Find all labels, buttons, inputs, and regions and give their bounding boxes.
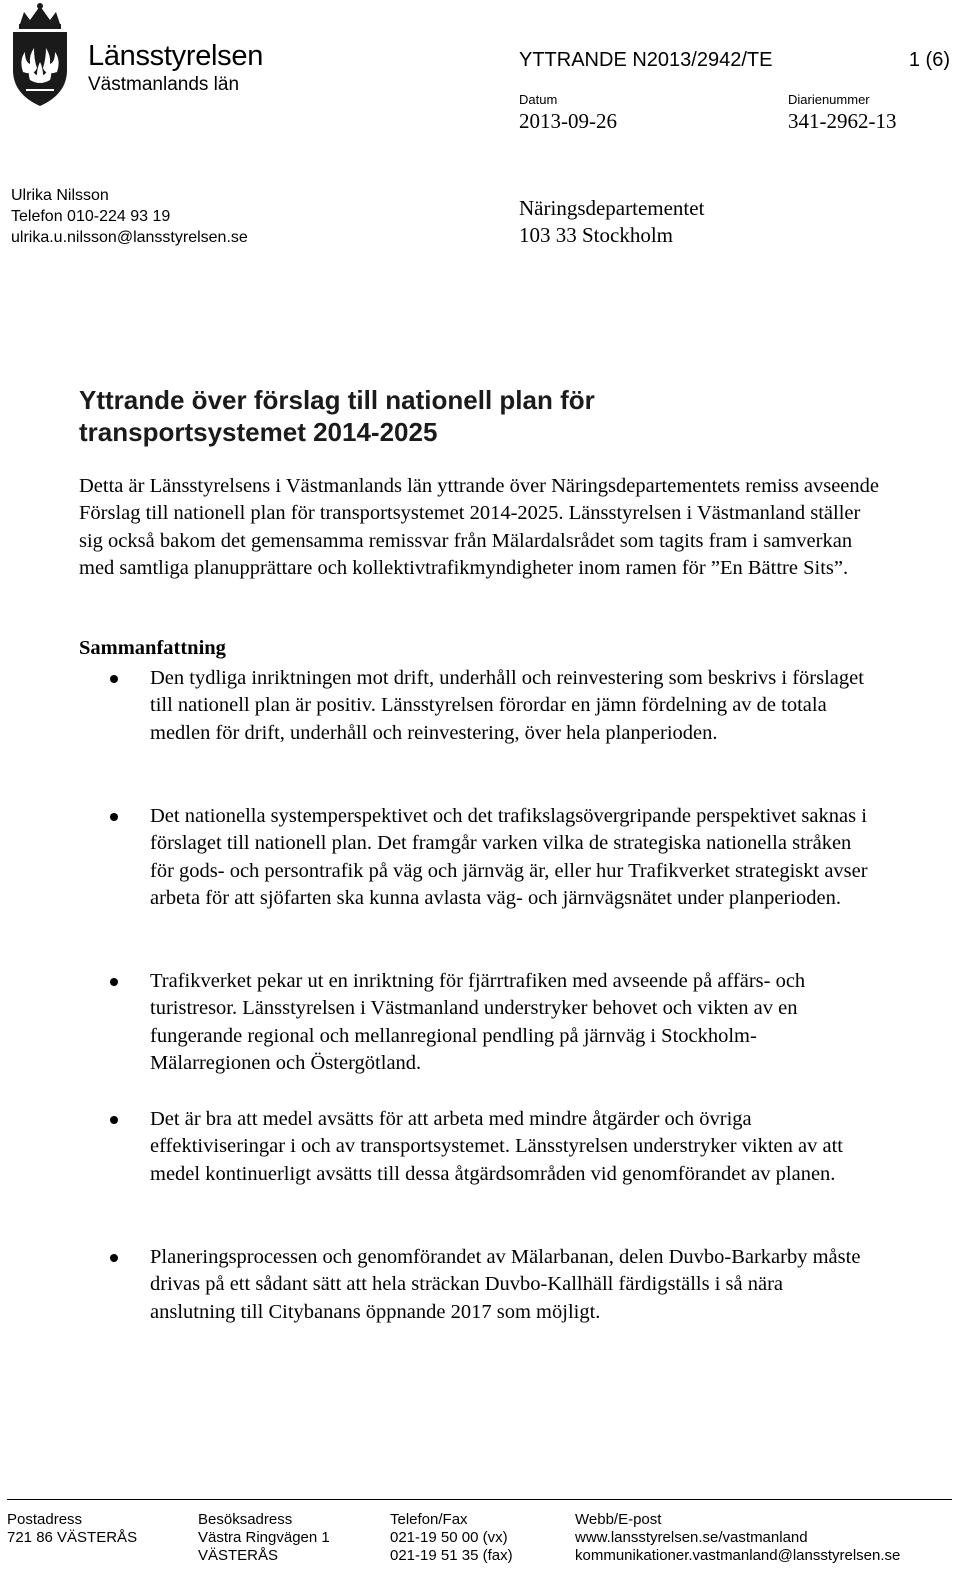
footer-web-link[interactable]: www.lansstyrelsen.se/vastmanland [575, 1529, 808, 1546]
intro-paragraph: Detta är Länsstyrelsens i Västmanlands län yttrande över Näringsdepartementets remiss avseende Förslag till nationell plan för transportsystemet 2014-2025. Länsstyrelsen i Västmanland ställer sig också bakom det gemensamma remissvar från Mälardalsrådet som tagits fram i samverkan med samtliga planupprättare och kollektivtrafikmyndigheter inom ramen för ”En Bättre Sits”. [79, 475, 880, 579]
reference-label: Diarienummer [788, 92, 870, 107]
bullet-text: Det nationella systemperspektivet och det trafikslagsövergripande perspektivet saknas i förslaget till nationell plan. Det framgår varken vilka de strategiska nationella stråken för gods- och persontrafik på väg och järnväg är, eller hur Trafikverket strategiskt avser arbeta för att sjöfarten ska kunna avlasta väg- och järnvägsnätet under planperioden. [150, 805, 868, 909]
recipient-address: 103 33 Stockholm [519, 223, 674, 247]
document-type: YTTRANDE N2013/2942/TE [519, 49, 773, 71]
footer-visit-line1: Västra Ringvägen 1 [198, 1529, 330, 1546]
footer-phone-line1: 021-19 50 00 (vx) [390, 1529, 508, 1546]
footer-postal [7, 1511, 137, 1547]
title-line-2: transportsystemet 2014-2025 [79, 417, 438, 447]
footer-web [575, 1511, 900, 1565]
sender-name: Ulrika Nilsson [11, 187, 109, 204]
bullet-icon [110, 813, 118, 821]
bullet-text: Det är bra att medel avsätts för att arbeta med mindre åtgärder och övriga effektiviseringar i och av transportsystemet. Länsstyrelsen understryker vikten av att medel kontinuerligt avsätts till dessa åtgärdsområden vid genomförandet av planen. [150, 1108, 843, 1185]
bullet-icon [110, 675, 118, 683]
date-value: 2013-09-26 [519, 109, 617, 133]
date-label: Datum [519, 92, 558, 107]
footer-visit [198, 1511, 330, 1565]
footer-postal-label: Postadress [7, 1511, 83, 1528]
footer-divider [7, 1499, 952, 1500]
footer-phone-line2: 021-19 51 35 (fax) [390, 1547, 513, 1564]
bullet-text: Den tydliga inriktningen mot drift, underhåll och reinvestering som beskrivs i förslaget till nationell plan är positiv. Länsstyrelsen förordar en jämn fördelning av de totala medlen för drift, underhåll och reinvestering, över hela planperioden. [150, 667, 864, 744]
footer-visit-label: Besöksadress [198, 1511, 293, 1528]
page-title [79, 384, 799, 448]
footer-phone-label: Telefon/Fax [390, 1511, 468, 1528]
logo-subtitle: Västmanlands län [88, 74, 240, 95]
title-line-1: Yttrande över förslag till nationell plan för [79, 385, 595, 415]
bullet-icon [110, 1254, 118, 1262]
reference-value: 341-2962-13 [788, 109, 897, 133]
bullet-icon [110, 978, 118, 986]
coat-of-arms-icon [8, 2, 72, 108]
sender-email: ulrika.u.nilsson@lansstyrelsen.se [11, 229, 248, 246]
summary-heading: Sammanfattning [79, 637, 226, 659]
bullet-text: Planeringsprocessen och genomförandet av Mälarbanan, delen Duvbo-Barkarby måste drivas på ett sådant sätt att hela sträckan Duvbo-Kallhäll färdigställs i så nära anslutning till Citybanans öppnande 2017 som möjligt. [150, 1246, 861, 1323]
footer-phone [390, 1511, 513, 1565]
recipient-organization: Näringsdepartementet [519, 196, 705, 220]
footer-visit-line2: VÄSTERÅS [198, 1547, 279, 1564]
bullet-text: Trafikverket pekar ut en inriktning för fjärrtrafiken med avseende på affärs- och turistresor. Länsstyrelsen i Västmanland understryker behovet och vikten av en fungerande regional och mellanregional pendling på järnväg i Stockholm-Mälarregionen och Östergötland. [150, 970, 806, 1074]
sender-phone: Telefon 010-224 93 19 [11, 208, 171, 225]
page-number: 1 (6) [908, 49, 950, 71]
bullet-icon [110, 1116, 118, 1124]
footer-email-link[interactable]: kommunikationer.vastmanland@lansstyrelsen.se [575, 1547, 901, 1564]
logo-name: Länsstyrelsen [88, 40, 264, 72]
footer-postal-line1: 721 86 VÄSTERÅS [7, 1529, 138, 1546]
footer-web-label: Webb/E-post [575, 1511, 662, 1528]
logo [8, 2, 278, 110]
